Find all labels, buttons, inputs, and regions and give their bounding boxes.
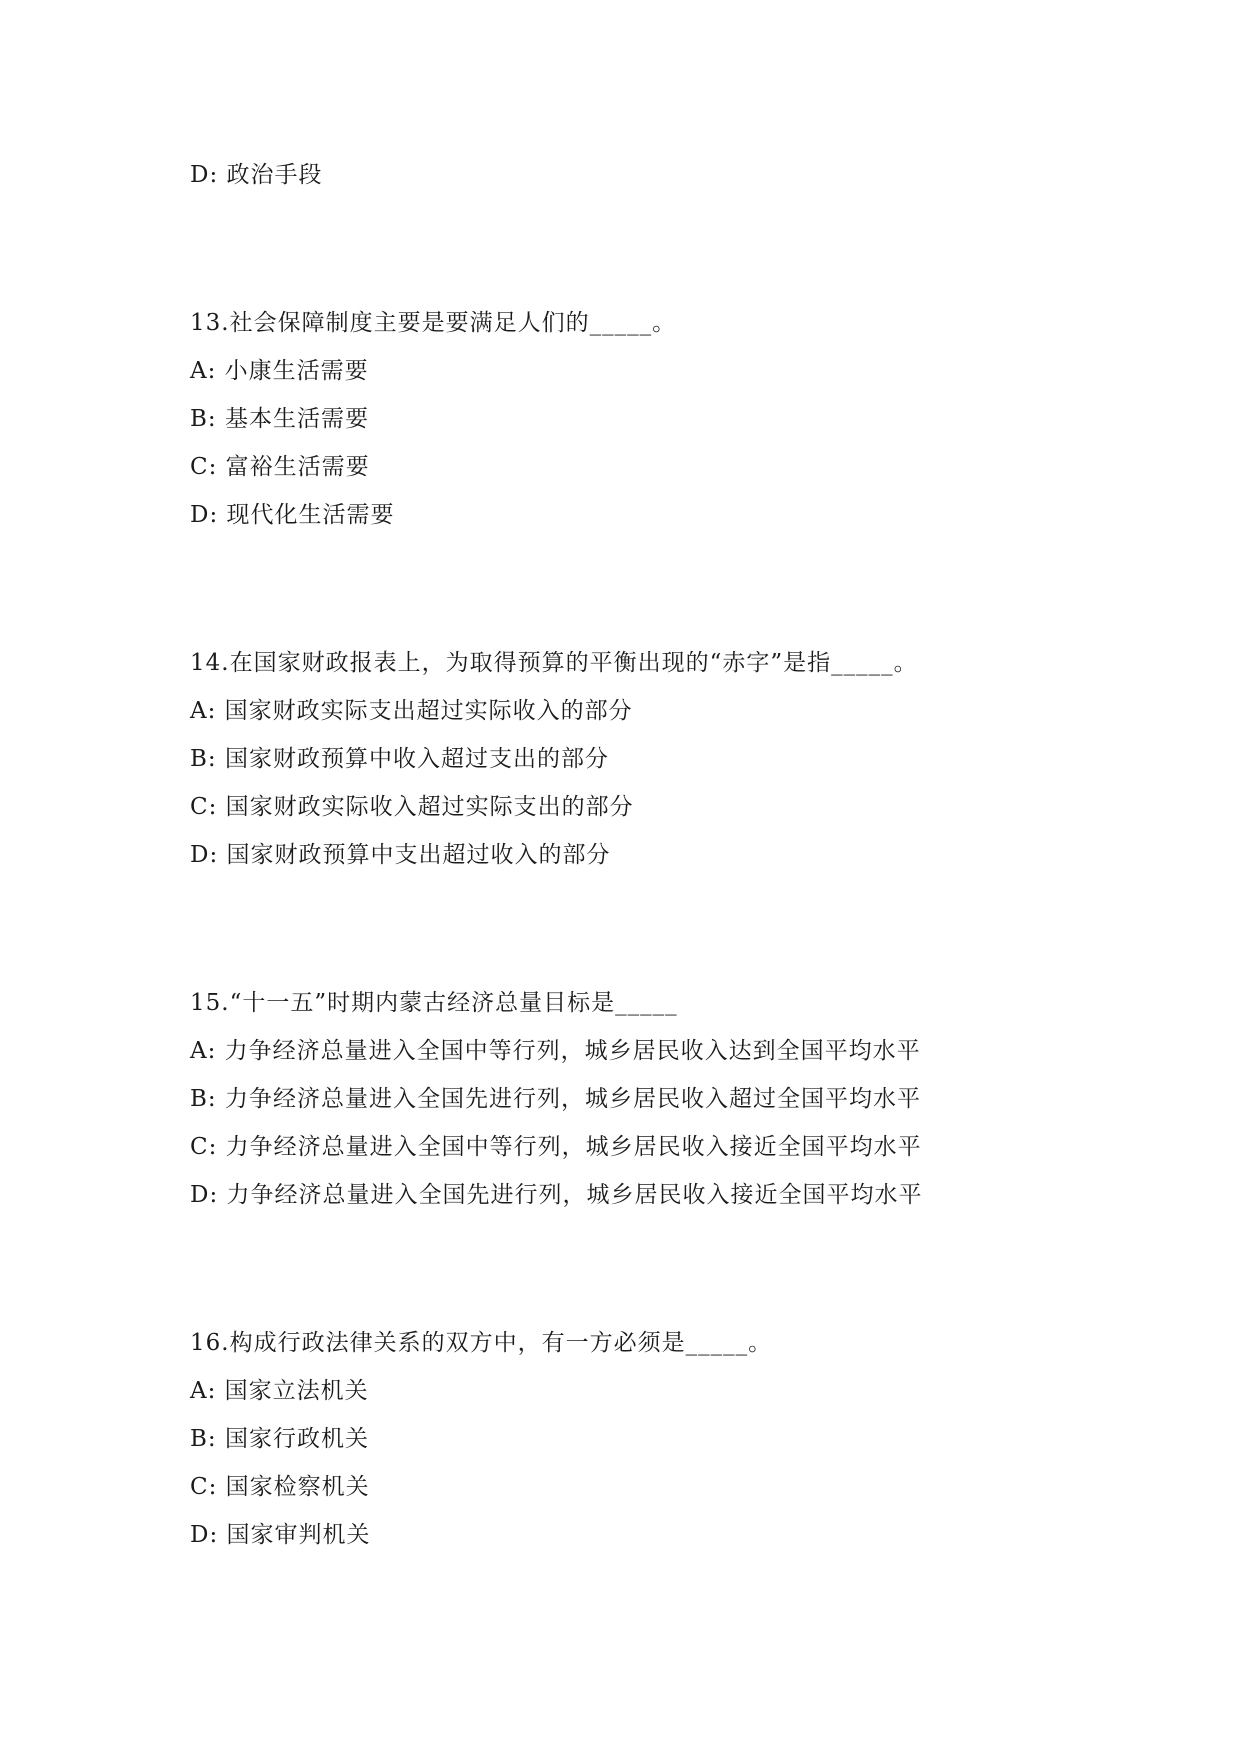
question-16-option-c: C: 国家检察机关 — [190, 1474, 370, 1500]
question-13-option-a: A: 小康生活需要 — [190, 358, 369, 384]
question-14-option-a: A: 国家财政实际支出超过实际收入的部分 — [190, 698, 633, 724]
question-15-option-d: D: 力争经济总量进入全国先进行列，城乡居民收入接近全国平均水平 — [190, 1182, 923, 1208]
question-15-stem: 15.“十一五”时期内蒙古经济总量目标是_____ — [190, 990, 678, 1016]
question-13-option-d: D: 现代化生活需要 — [190, 502, 395, 528]
question-14-stem: 14.在国家财政报表上，为取得预算的平衡出现的“赤字”是指_____。 — [190, 650, 918, 676]
question-16-option-b: B: 国家行政机关 — [190, 1426, 369, 1452]
question-16-option-a: A: 国家立法机关 — [190, 1378, 369, 1404]
question-16-stem: 16.构成行政法律关系的双方中，有一方必须是_____。 — [190, 1330, 773, 1356]
question-14-option-d: D: 国家财政预算中支出超过收入的部分 — [190, 842, 611, 868]
question-16-option-d: D: 国家审判机关 — [190, 1522, 371, 1548]
question-15-option-c: C: 力争经济总量进入全国中等行列，城乡居民收入接近全国平均水平 — [190, 1134, 922, 1160]
question-15-option-b: B: 力争经济总量进入全国先进行列，城乡居民收入超过全国平均水平 — [190, 1086, 921, 1112]
question-13-stem: 13.社会保障制度主要是要满足人们的_____。 — [190, 310, 677, 336]
option-d-previous: D: 政治手段 — [190, 162, 323, 188]
question-13-option-b: B: 基本生活需要 — [190, 406, 369, 432]
question-14-option-b: B: 国家财政预算中收入超过支出的部分 — [190, 746, 609, 772]
question-15-option-a: A: 力争经济总量进入全国中等行列，城乡居民收入达到全国平均水平 — [190, 1038, 921, 1064]
question-13-option-c: C: 富裕生活需要 — [190, 454, 370, 480]
question-14-option-c: C: 国家财政实际收入超过实际支出的部分 — [190, 794, 634, 820]
